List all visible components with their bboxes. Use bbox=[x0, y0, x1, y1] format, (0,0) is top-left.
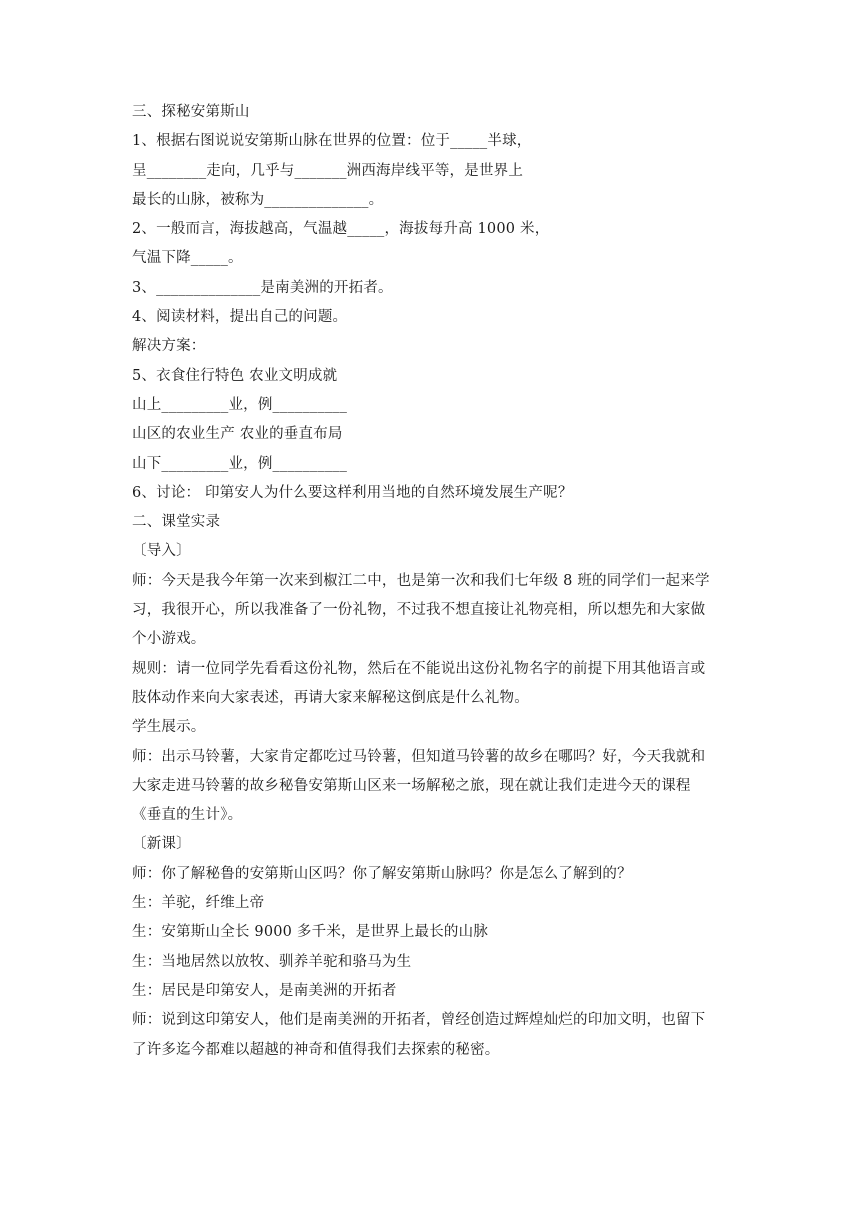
paragraph-line: 学生展示。 bbox=[132, 719, 206, 736]
question-2-line-1: 2、一般而言，海拔越高，气温越_____，海拔每升高 1000 米， bbox=[132, 221, 550, 238]
dialogue-line: 师：说到这印第安人，他们是南美洲的开拓者，曾经创造过辉煌灿烂的印加文明，也留下 bbox=[132, 1012, 706, 1029]
paragraph-line: 师：出示马铃薯，大家肯定都吃过马铃薯，但知道马铃薯的故乡在哪吗？好，今天我就和 bbox=[132, 748, 706, 765]
dialogue-line: 生：安第斯山全长 9000 多千米，是世界上最长的山脉 bbox=[132, 924, 489, 941]
question-5-mountain-line: 山上_________业，例__________ bbox=[132, 396, 348, 413]
question-3: 3、______________是南美洲的开拓者。 bbox=[132, 279, 393, 296]
subheading-new-lesson: 〔新课〕 bbox=[132, 836, 191, 853]
dialogue-line: 了许多迄今都难以超越的神奇和值得我们去探索的秘密。 bbox=[132, 1041, 500, 1058]
dialogue-line: 生：羊驼，纤维上帝 bbox=[132, 895, 265, 912]
question-5-heading: 5、衣食住行特色 农业文明成就 bbox=[132, 367, 338, 384]
paragraph-line: 个小游戏。 bbox=[132, 631, 206, 648]
section-heading-explore-andes: 三、探秘安第斯山 bbox=[132, 104, 250, 120]
dialogue-line: 师：你了解秘鲁的安第斯山区吗？你了解安第斯山脉吗？你是怎么了解到的？ bbox=[132, 865, 632, 882]
question-5-mountain-agriculture: 山区的农业生产 农业的垂直布局 bbox=[132, 426, 343, 443]
question-6-discussion: 6、讨论： 印第安人为什么要这样利用当地的自然环境发展生产呢？ bbox=[132, 484, 573, 501]
question-1-line-3: 最长的山脉，被称为______________。 bbox=[132, 191, 384, 208]
question-5-lowland-line: 山下_________业，例__________ bbox=[132, 455, 348, 472]
question-1-line-2: 呈________走向，几乎与_______洲西海岸线平等，是世界上 bbox=[132, 162, 524, 179]
paragraph-line: 师：今天是我今年第一次来到椒江二中，也是第一次和我们七年级 8 班的同学们一起来学 bbox=[132, 572, 710, 589]
solution-label: 解决方案： bbox=[132, 338, 206, 355]
subheading-introduction: 〔导入〕 bbox=[132, 543, 191, 560]
paragraph-line: 大家走进马铃薯的故乡秘鲁安第斯山区来一场解秘之旅，现在就让我们走进今天的课程 bbox=[132, 777, 691, 794]
paragraph-line: 肢体动作来向大家表述，再请大家来解秘这倒底是什么礼物。 bbox=[132, 689, 529, 706]
dialogue-line: 生：当地居然以放牧、驯养羊驼和骆马为生 bbox=[132, 953, 412, 970]
paragraph-line: 规则：请一位同学先看看这份礼物，然后在不能说出这份礼物名字的前提下用其他语言或 bbox=[132, 660, 706, 677]
question-1-line-1: 1、根据右图说说安第斯山脉在世界的位置：位于_____半球， bbox=[132, 133, 532, 150]
question-4: 4、阅读材料，提出自己的问题。 bbox=[132, 309, 348, 326]
dialogue-line: 生：居民是印第安人，是南美洲的开拓者 bbox=[132, 982, 397, 999]
section-heading-class-record: 二、课堂实录 bbox=[132, 514, 221, 531]
question-2-line-2: 气温下降_____。 bbox=[132, 250, 243, 267]
paragraph-line: 《垂直的生计》。 bbox=[132, 807, 243, 824]
paragraph-line: 习，我很开心，所以我准备了一份礼物，不过我不想直接让礼物亮相，所以想先和大家做 bbox=[132, 602, 706, 619]
document-page bbox=[132, 98, 732, 1065]
